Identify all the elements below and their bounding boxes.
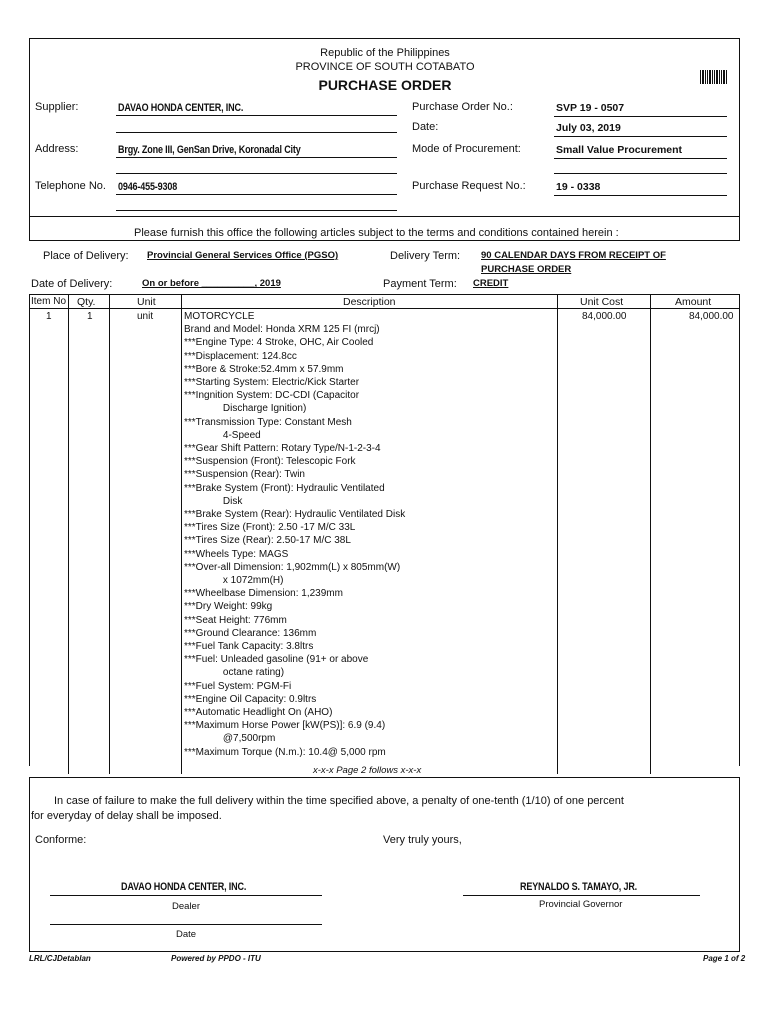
address-underline-2 — [116, 173, 397, 174]
col-header-item-no: Item No — [31, 296, 67, 307]
penalty-line-2: for everyday of delay shall be imposed. — [31, 810, 222, 822]
description-line: ***Dry Weight: 99kg — [184, 601, 273, 613]
dealer-signature-line — [50, 895, 322, 896]
instruction-text: Please furnish this office the following articles subject to the terms and conditions contained herein : — [134, 227, 619, 239]
delivery-term-value-2: PURCHASE ORDER — [481, 264, 572, 275]
supplier-underline — [116, 115, 397, 116]
row-item-no: 1 — [46, 311, 52, 322]
mode-label: Mode of Procurement: — [412, 143, 521, 155]
table-col-border-0 — [29, 294, 30, 766]
delivery-term-label: Delivery Term: — [390, 250, 461, 262]
payment-term-label: Payment Term: — [383, 278, 457, 290]
telephone-underline — [116, 194, 397, 195]
mode-underline-2 — [554, 173, 727, 174]
header-line2: PROVINCE OF SOUTH COTABATO — [295, 61, 475, 73]
row-amount: 84,000.00 — [689, 311, 734, 322]
supplier-underline-2 — [116, 132, 397, 133]
description-line: ***Engine Type: 4 Stroke, OHC, Air Cooled — [184, 337, 374, 349]
description-line: Disk — [184, 495, 243, 507]
delivery-term-value-1: 90 CALENDAR DAYS FROM RECEIPT OF — [481, 250, 666, 261]
signatory-signature-line — [463, 895, 700, 896]
table-col-border-1 — [68, 294, 69, 774]
page-title: PURCHASE ORDER — [318, 77, 452, 93]
table-col-border-4 — [557, 294, 558, 774]
place-of-delivery-label: Place of Delivery: — [43, 250, 129, 262]
address-value: Brgy. Zone III, GenSan Drive, Koronadal City — [118, 144, 301, 156]
description-line: x 1072mm(H) — [184, 575, 284, 586]
row-unit-cost: 84,000.00 — [582, 311, 627, 322]
table-col-border-5 — [650, 294, 651, 774]
description-line: ***Starting System: Electric/Kick Starter — [184, 377, 360, 388]
col-header-description: Description — [343, 296, 396, 308]
description-line: ***Maximum Horse Power [kW(PS)]: 6.9 (9.4) — [184, 720, 386, 732]
row-qty: 1 — [87, 311, 93, 322]
date-of-delivery-label: Date of Delivery: — [31, 278, 113, 290]
supplier-label: Supplier: — [35, 101, 79, 113]
mode-underline — [554, 158, 727, 159]
address-label: Address: — [35, 143, 79, 155]
table-col-border-3 — [181, 294, 182, 774]
telephone-value: 0946-455-9308 — [118, 181, 178, 193]
description-line: ***Tires Size (Front): 2.50 -17 M/C 33L — [184, 522, 356, 534]
telephone-label: Telephone No. — [35, 180, 106, 192]
conforme-label: Conforme: — [35, 834, 87, 846]
description-line: Brand and Model: Honda XRM 125 FI (mrcj) — [184, 324, 380, 336]
description-line: ***Wheelbase Dimension: 1,239mm — [184, 588, 343, 600]
col-header-amount: Amount — [675, 296, 712, 308]
po-number-label: Purchase Order No.: — [412, 101, 513, 113]
description-line: ***Tires Size (Rear): 2.50-17 M/C 38L — [184, 535, 351, 547]
description-line: ***Seat Height: 776mm — [184, 614, 287, 626]
table-header-border — [29, 308, 740, 309]
table-col-border-2 — [109, 294, 110, 774]
col-header-qty: Qty. — [77, 296, 96, 308]
description-line: ***Fuel Tank Capacity: 3.8ltrs — [184, 641, 314, 652]
continuation-note: x-x-x Page 2 follows x-x-x — [313, 765, 422, 776]
pr-number-value: 19 - 0338 — [556, 181, 601, 193]
po-number-value: SVP 19 - 0507 — [556, 102, 625, 114]
description-line: 4-Speed — [184, 429, 261, 441]
description-line: ***Engine Oil Capacity: 0.9ltrs — [184, 693, 317, 705]
pr-number-label: Purchase Request No.: — [412, 180, 526, 192]
date-signature-line — [50, 924, 322, 925]
footer-left: LRL/CJDetablan — [29, 954, 91, 963]
dealer-name: DAVAO HONDA CENTER, INC. — [121, 881, 247, 893]
footer-right: Page 1 of 2 — [703, 954, 746, 963]
description-line: octane rating) — [184, 667, 285, 679]
table-col-border-6 — [739, 294, 740, 766]
description-line: ***Suspension (Front): Telescopic Fork — [184, 456, 356, 468]
description-line: ***Ground Clearance: 136mm — [184, 627, 317, 639]
row-unit: unit — [137, 311, 154, 322]
telephone-underline-2 — [116, 210, 397, 211]
table-top-border — [29, 294, 740, 295]
mode-value: Small Value Procurement — [556, 144, 683, 156]
header-divider — [29, 216, 740, 217]
description-line: ***Displacement: 124.8cc — [184, 350, 297, 362]
description-line: ***Brake System (Rear): Hydraulic Ventilated Disk — [184, 509, 406, 520]
description-line: ***Fuel System: PGM-Fi — [184, 680, 292, 692]
closing-text: Very truly yours, — [383, 834, 462, 846]
header-line1: Republic of the Philippines — [320, 47, 450, 59]
dealer-caption: Dealer — [172, 901, 200, 912]
description-line: ***Suspension (Rear): Twin — [184, 469, 305, 481]
description-line: ***Bore & Stroke:52.4mm x 57.9mm — [184, 363, 344, 375]
date-value: July 03, 2019 — [556, 122, 621, 134]
date-of-delivery-value: On or before __________, 2019 — [142, 278, 281, 289]
col-header-unit: Unit — [137, 296, 156, 308]
barcode-icon — [700, 70, 728, 84]
description-line: ***Ingnition System: DC-CDI (Capacitor — [184, 390, 360, 402]
signatory-name: REYNALDO S. TAMAYO, JR. — [520, 881, 638, 893]
description-line: ***Fuel: Unleaded gasoline (91+ or above — [184, 654, 369, 666]
col-header-unit-cost: Unit Cost — [580, 296, 624, 308]
penalty-line-1: In case of failure to make the full delivery within the time specified above, a penalty of one-tenth (1/10) of one percent — [54, 795, 624, 807]
supplier-value: DAVAO HONDA CENTER, INC. — [118, 102, 244, 114]
description-line: MOTORCYCLE — [184, 311, 255, 322]
description-line: ***Transmission Type: Constant Mesh — [184, 416, 352, 428]
description-line: Discharge Ignition) — [184, 403, 307, 415]
description-line: ***Automatic Headlight On (AHO) — [184, 707, 333, 718]
description-line: ***Brake System (Front): Hydraulic Ventilated — [184, 482, 385, 494]
date-underline — [554, 136, 727, 137]
footer-center: Powered by PPDO - ITU — [171, 954, 261, 963]
date-label: Date: — [412, 121, 439, 133]
description-line: ***Over-all Dimension: 1,902mm(L) x 805mm(W) — [184, 561, 401, 573]
description-line: @7,500rpm — [184, 733, 276, 745]
payment-term-value: CREDIT — [473, 278, 509, 289]
po-number-underline — [554, 116, 727, 117]
description-line: ***Wheels Type: MAGS — [184, 548, 289, 560]
place-of-delivery-value: Provincial General Services Office (PGSO) — [147, 250, 339, 261]
description-line: ***Gear Shift Pattern: Rotary Type/N-1-2-3-4 — [184, 443, 381, 454]
date-caption: Date — [176, 929, 197, 940]
signatory-title: Provincial Governor — [539, 899, 623, 910]
address-underline — [116, 157, 397, 158]
pr-number-underline — [554, 195, 727, 196]
description-line: ***Maximum Torque (N.m.): 10.4@ 5,000 rpm — [184, 746, 386, 758]
